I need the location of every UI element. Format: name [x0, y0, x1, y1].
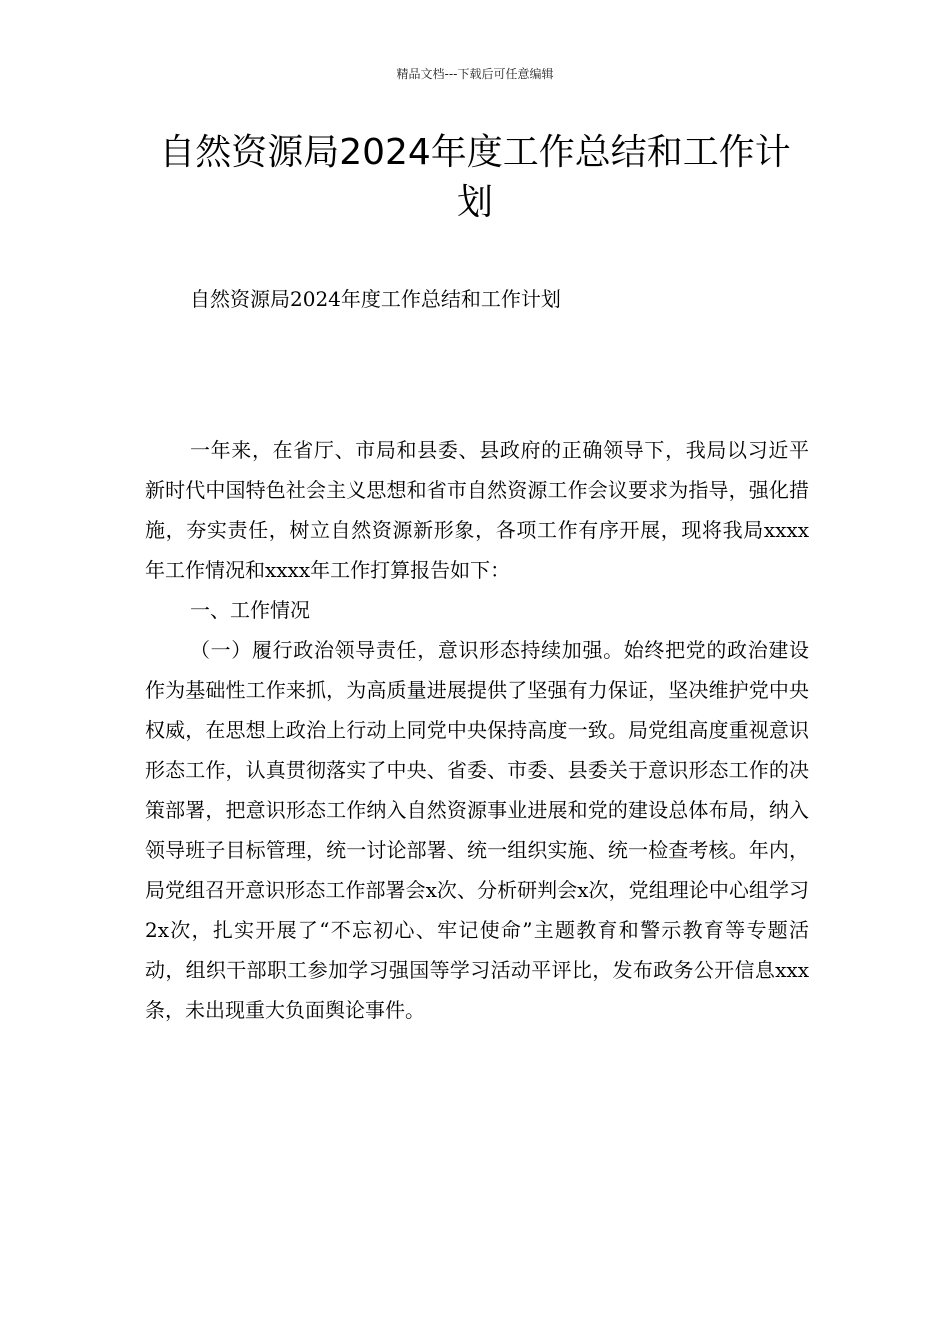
document-title: 自然资源局2024年度工作总结和工作计划: [159, 132, 791, 223]
document-body: [145, 430, 809, 1030]
header-note: 精品文档---下载后可任意编辑: [396, 67, 554, 81]
document-subtitle: 自然资源局2024年度工作总结和工作计划: [190, 287, 561, 311]
paragraph-political-leadership: （一）履行政治领导责任，意识形态持续加强。始终把党的政治建设作为基础性工作来抓，为高质量进展提供了坚强有力保证，坚决维护党中央权威，在思想上政治上行动上同党中央保持高度一致。局党组高度重视意识形态工作，认真贯彻落实了中央、省委、市委、县委关于意识形态工作的决策部署，把意识形态工作纳入自然资源事业进展和党的建设总体布局，纳入领导班子目标管理，统一讨论部署、统一组织实施、统一检查考核。年内，局党组召开意识形态工作部署会x次、分析研判会x次，党组理论中心组学习2x次，扎实开展了“不忘初心、牢记使命”主题教育和警示教育等专题活动，组织干部职工参加学习强国等学习活动平评比，发布政务公开信息xxx条，未出现重大负面舆论事件。: [145, 638, 809, 1022]
paragraph-intro: 一年来，在省厅、市局和县委、县政府的正确领导下，我局以习近平新时代中国特色社会主义思想和省市自然资源工作会议要求为指导，强化措施，夯实责任，树立自然资源新形象，各项工作有序开展，现将我局xxxx年工作情况和xxxx年工作打算报告如下：: [145, 438, 809, 582]
section-heading-work-status: 一、工作情况: [190, 598, 310, 622]
